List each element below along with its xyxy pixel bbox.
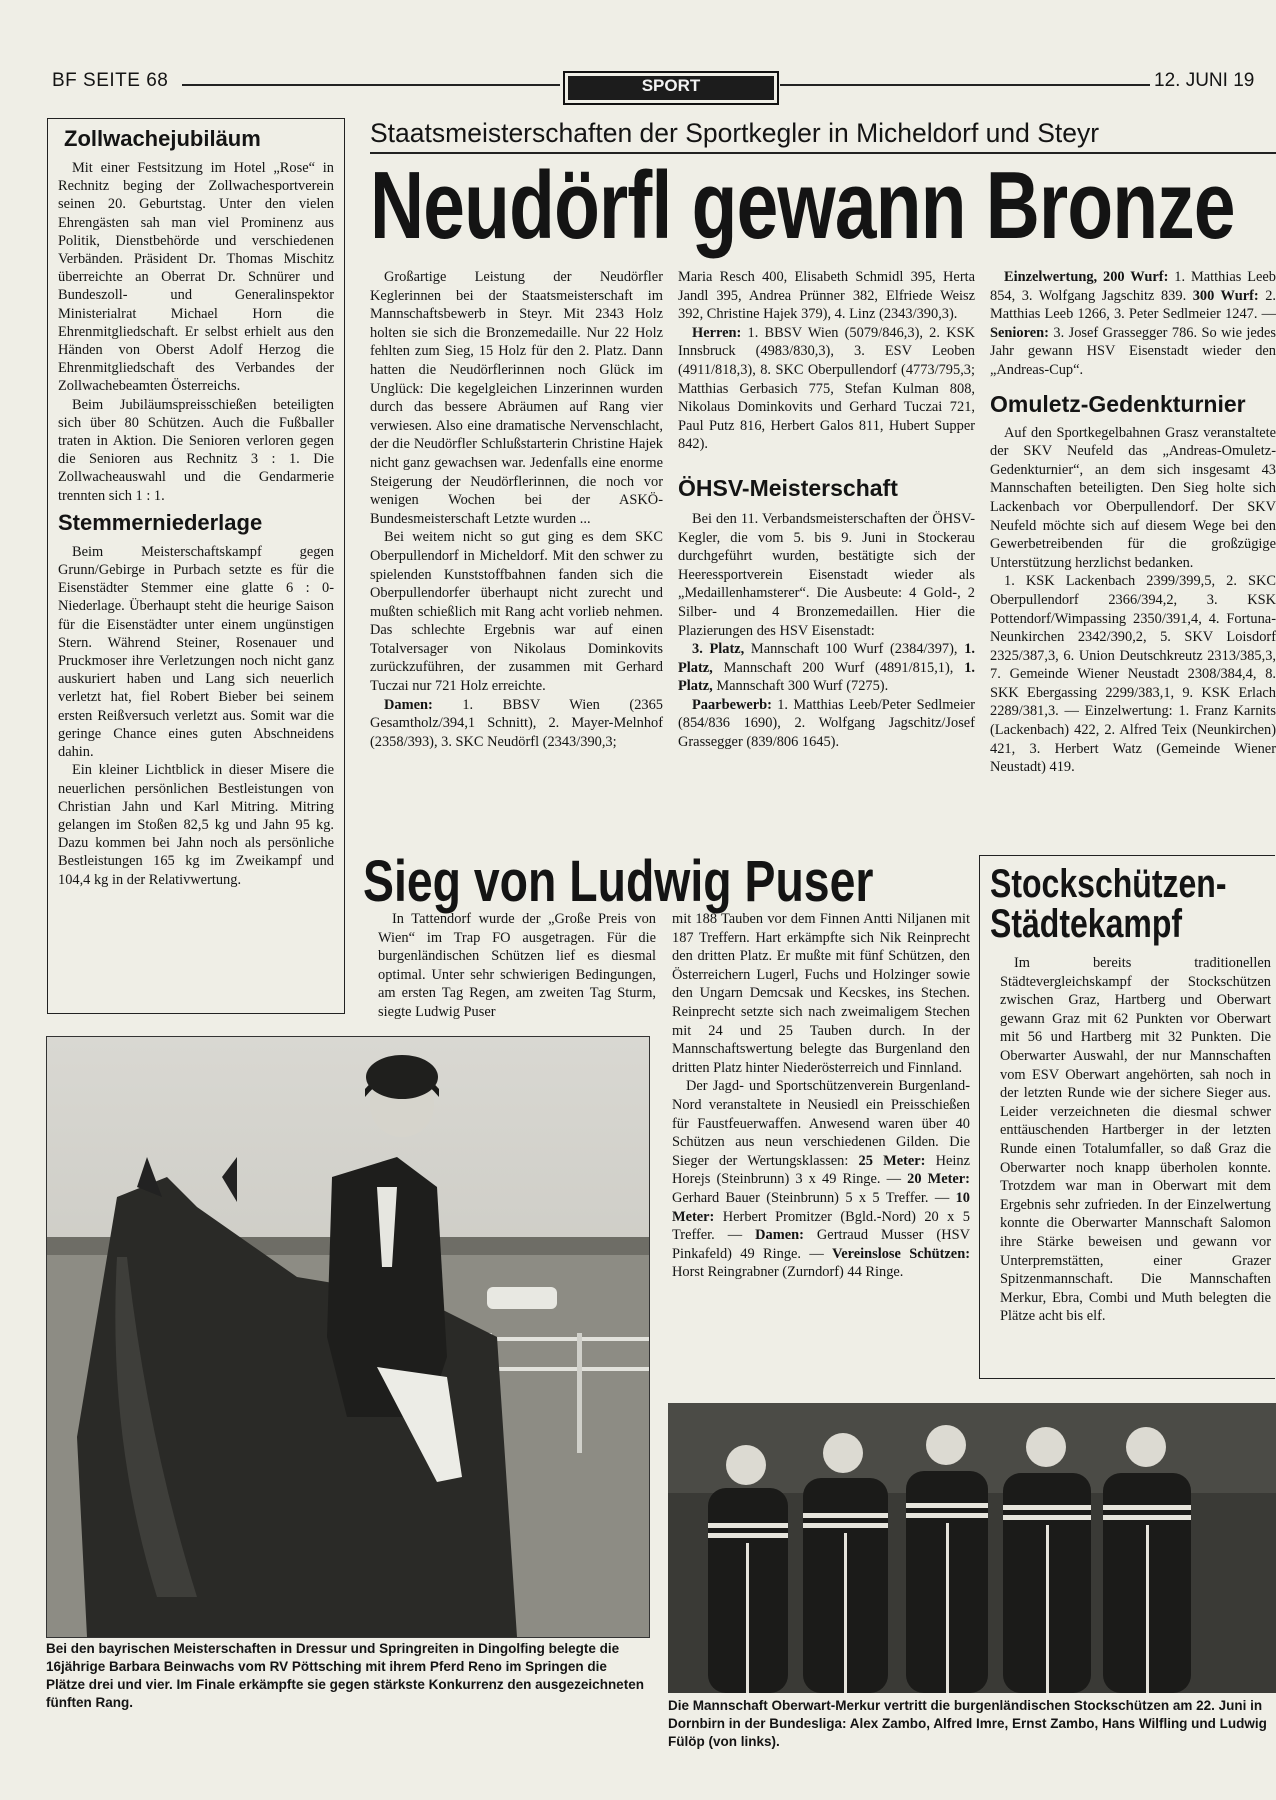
zollwache-article xyxy=(58,159,334,505)
stock-headline-line: Städtekampf xyxy=(990,902,1183,946)
team-photo-image xyxy=(668,1403,1276,1693)
kegler-headline: Neudörfl gewann Bronze xyxy=(370,152,1235,259)
zollwache-title: Zollwachejubiläum xyxy=(64,126,261,151)
omuletz-title: Omuletz-Gedenkturnier xyxy=(990,390,1246,417)
damen-results-cont: Maria Resch 400, Elisabeth Schmidl 395, Herta Jandl 395, Andrea Prünner 382, Elfriede Weisz 392, Christine Hajek 379), 4. Linz (2343/390,3). xyxy=(678,269,975,323)
wurf300-text: 2. Matthias Leeb 1266, 3. Peter Sedlmeier 1247. — xyxy=(990,287,1276,323)
paar-text: 1. Matthias Leeb/Peter Sedlmeier (854/836 1690), 2. Wolfgang Jagschitz/Josef Grassegger (839/806 1645). xyxy=(678,696,975,751)
team-photo xyxy=(668,1403,1276,1693)
zollwache-paragraph: Beim Jubiläumspreisschießen beteiligten sich über 80 Schützen. Auch die Fußballer traten in Aktion. Die Senioren verloren gegen die Senioren aus Rechnitz 3 : 1. Die Zollwacheauswahl und die Gendarmerie trennten sich 1 : 1. xyxy=(58,396,334,504)
puser-paragraph: mit 188 Tauben vor dem Finnen Antti Niljanen mit 187 Treffern. Hart erkämpfte sich Nik Reinprecht den dritten Platz. Er mußte mit fünf Schützen, den Österreichern Lugerl, Fuchs und Holzinger sowie den Ungarn Demcsak und Kecskes, ins Stechen. Reinprecht setzte sich nach zweimaligem Stechen mit 24 und 25 Tauben durch. In der Mannschaftswertung belegte das Burgenland den dritten Platz hinter Niederösterreich und Finnland. xyxy=(672,911,970,1076)
oehsv-title: ÖHSV-Meisterschaft xyxy=(678,474,898,501)
stemmer-paragraph: Beim Meisterschaftskampf gegen Grunn/Gebirge in Purbach setzte es für die Eisenstädter Stemmer eine glatte 6 : 0-Niederlage. Überhaupt steht die heurige Saison für die Eisenstädter unter einem ungünstigen Stern. Während Steiner, Rosenauer und Pruckmoser ihre Verletzungen noch nicht ganz auskuriert haben und Lang sich neuerlich verletzt hat, fiel Robert Bieber bei seinem ersten Reißversuch verletzt aus. Somit war die geringe Chance eines guten Abschneidens dahin. xyxy=(58,543,334,761)
puser-damen-text: Gertraud Musser (HSV Pinkafeld) 49 Ringe. — xyxy=(672,1227,970,1262)
puser-headline: Sieg von Ludwig Puser xyxy=(363,849,874,914)
platz3-text: Mannschaft 100 Wurf (2384/397), xyxy=(744,641,958,658)
vereinslos-text: Horst Reingrabner (Zurndorf) 44 Ringe. xyxy=(672,1264,904,1281)
stock-paragraph: Im bereits traditionellen Städtevergleichskampf der Stockschützen zwischen Graz, Hartberg und Oberwart gewann Graz mit 62 Punkten vor Oberwart mit 56 und Hartberg mit 32 Punkten. Die Oberwarter Auswahl, der nur Mannschaften vom ESV Oberwart angehörten, sah noch in der letzten Runde wie der sichere Sieger aus. Leider verzeichneten die diesmal schwer enttäuschenden Hartberger in der letzten Runde einen Totalumfaller, so daß Graz die Oberwarter noch knapp überholen konnte. Trotzdem war man in Oberwart mit dem Ergebnis sehr zufrieden. In der Einzelwertung konnte die Oberwarter Mannschaft Salomon ihre Stärke beweisen und gewann vor Unterpremstätten, einer Grazer Spitzenmannschaft. Die Mannschaften Merkur, Ebra, Combi und Muth belegten die Plätze acht bis elf. xyxy=(1000,955,1271,1325)
puser-paragraph: In Tattendorf wurde der „Große Preis von Wien“ im Trap FO ausgetragen. Für die burgenländischen Schützen lief es diesmal optimal. Unter sehr schwierigen Bedingungen, am ersten Tag Regen, am zweiten Tag Sturm, siegte Ludwig Puser xyxy=(378,911,656,1020)
einzel-text: 1. Matthias Leeb 854, 3. Wolfgang Jagschitz 839. xyxy=(990,269,1276,304)
page-number: BF SEITE 68 xyxy=(52,70,169,91)
puser-paragraph xyxy=(672,1077,970,1282)
m20-text: Gerhard Bauer (Steinbrunn) 5 x 5 Treffer. — xyxy=(672,1189,950,1206)
rider-photo xyxy=(46,1036,650,1638)
stock-headline-line: Stockschützen- xyxy=(990,862,1227,906)
kegler-column-1 xyxy=(370,268,663,751)
damen-results xyxy=(370,696,663,752)
platz1b-text: Mannschaft 300 Wurf (7275). xyxy=(712,678,889,695)
paar-label: Paarbewerb: xyxy=(692,696,772,713)
puser-column-1 xyxy=(378,910,656,1022)
kegler-column-3 xyxy=(990,268,1276,777)
stock-headline xyxy=(990,862,1227,946)
stock-article-box xyxy=(979,855,1275,1379)
damen-label: Damen: xyxy=(384,696,433,713)
header-rule xyxy=(780,84,1150,86)
oehsv-results xyxy=(678,640,975,696)
einzel-results xyxy=(990,268,1276,380)
stemmer-title: Stemmerniederlage xyxy=(58,509,263,535)
puser-column-2 xyxy=(672,910,970,1282)
puser-p2-text: Der Jagd- und Sportschützenverein Burgenland-Nord veranstaltete in Neusiedl ein Preisschießen für Faustfeuerwaffen. Anwesend waren über 40 Schützen aus neun verschiedenen Gilden. Die Sieger der Wertungsklassen: xyxy=(672,1078,970,1169)
m25-text: Heinz Horejs (Steinbrunn) 3 x 49 Ringe. — xyxy=(672,1152,970,1188)
senioren-text: 3. Josef Grassegger 786. So wie jedes Jahr gewann HSV Eisenstadt wieder den „Andreas-Cup“. xyxy=(990,324,1276,378)
oehsv-paragraph: Bei den 11. Verbandsmeisterschaften der ÖHSV-Kegler, die vom 5. bis 9. Juni in Stockerau durchgeführt wurden, bestätigte sich der Heeressportverein Eisenstadt wieder als „Medaillenhamsterer“. Die Ausbeute: 4 Gold-, 2 Silber- und 4 Bronzemedaillen. Hier die Plazierungen des HSV Eisenstadt: xyxy=(678,510,975,639)
m10-text: Herbert Promitzer (Bgld.-Nord) 20 x 5 Treffer. — xyxy=(672,1208,970,1244)
stock-article xyxy=(980,954,1275,1326)
senioren-label: Senioren: xyxy=(990,324,1049,341)
kegler-paragraph: Bei weitem nicht so gut ging es dem SKC Oberpullendorf in Micheldorf. Mit den schwer zu spielenden Kunststoffbahnen fanden sich die Oberpullendorfer überhaupt nicht zurecht und mußten schießlich mit Rang acht vorlieb nehmen. Das schlechte Ergebnis war auf einen Totalversager von Nikolaus Dominkovits zurückzuführen, der zusammen mit Gerhard Tuczai nur 721 Holz erreichte. xyxy=(370,529,663,695)
rider-photo-caption: Bei den bayrischen Meisterschaften in Dressur und Springreiten in Dingolfing belegte die 16jährige Barbara Beinwachs vom RV Pöttsching mit ihrem Pferd Reno im Springen die Plätze drei und vier. Im Finale erkämpfte sie gegen stärkste Konkurrenz den ausgezeichneten fünften Rang. xyxy=(46,1641,644,1710)
herren-text: 1. BBSV Wien (5079/846,3), 2. KSK Innsbruck (4983/830,3), 3. ESV Leoben (4911/818,3), 8. SKC Oberpullendorf (4773/795,3; Matthias Gerbasich 775, Stefan Kulman 808, Nikolaus Dominkovits und Gerhard Tuczai 721, Paul Putz 816, Herbert Galos 811, Hubert Supper 842). xyxy=(678,324,975,453)
section-badge xyxy=(563,71,779,105)
m25-label: 25 Meter: xyxy=(858,1152,926,1169)
paar-results xyxy=(678,696,975,752)
einzel-label: Einzelwertung, 200 Wurf: xyxy=(1004,269,1169,285)
platz1a-label: 1. Platz, xyxy=(678,641,976,676)
section-label: SPORT xyxy=(568,76,774,100)
zollwache-paragraph: Mit einer Festsitzung im Hotel „Rose“ in Rechnitz beging der Zollwachesportverein seinen 20. Geburtstag. Unter den vielen Ehrengästen sah man viel Prominenz aus Politik, Dienstbehörde und verschiedenen Verbänden. Präsident Dr. Thomas Mischitz überreichte an Oberrat Dr. Schnürer und Bundeszoll- und Generalinspektor Ministerialrat Michael Horn die Ehrenmitgliedschaft. Er selbst erhielt aus den Händen von Oberst Adolf Herzog die Ehrenmitgliedschaft des Verbandes der Zollwachebeamten Österreichs. xyxy=(58,160,334,395)
kegler-paragraph: Großartige Leistung der Neudörfler Keglerinnen bei der Staatsmeisterschaft im Mannschaftsbewerb in Steyr. Mit 2343 Holz holten sie sich die Bronzemedaille. Nur 22 Holz fehlten zum Sieg, 15 Holz für den 2. Platz. Dann hatten die Neudörflerinnen noch Glück im Unglück: Die kegelgleichen Linzerinnen wurden durch das bessere Abräumen auf Rang vier verwiesen. Also eine dramatische Nervenschlacht, der die Neudörfler Schlußstarterin Christine Hajek nicht ganz gewachsen war. Jedenfalls eine enorme Steigerung der Neudörflerinnen, die noch vor wenigen Wochen bei der ASKÖ-Bundesmeisterschaft Letzte wurden ... xyxy=(370,269,663,527)
puser-damen-label: Damen: xyxy=(755,1227,804,1244)
rider-photo-image xyxy=(47,1037,649,1637)
header-rule xyxy=(182,84,560,86)
issue-date: 12. JUNI 19 xyxy=(1154,70,1255,91)
m20-label: 20 Meter: xyxy=(907,1171,970,1188)
omuletz-paragraph: Auf den Sportkegelbahnen Grasz veranstaltete der SKV Neufeld das „Andreas-Omuletz-Gedenkturnier“, an dem sich insgesamt 43 Mannschaften beteiligten. Den Sieg holte sich Lackenbach vor Oberpullendorf. Der SKV Neufeld möchte sich auf diesem Wege bei den Gewerbetreibenden für die großzügige Unterstützung herzlichst bedanken. xyxy=(990,424,1276,571)
herren-label: Herren: xyxy=(692,324,742,341)
team-photo-caption: Die Mannschaft Oberwart-Merkur vertritt die burgenländischen Stockschützen am 22. Juni in Dornbirn in der Bundesliga: Alex Zambo, Alfred Imre, Ernst Zambo, Hans Wilfling und Ludwig Fülöp (von links). xyxy=(668,1698,1267,1749)
stemmer-paragraph: Ein kleiner Lichtblick in dieser Misere die neuerlichen persönlichen Bestleistungen von Christian Jahn und Karl Mitring. Mitring gelangen im Stoßen 82,5 kg und Jahn 95 kg. Dazu kommen bei Jahn noch als persönliche Bestleistungen 165 kg im Zweikampf und 104,4 kg in der Relativwertung. xyxy=(58,762,334,888)
omuletz-results: 1. KSK Lackenbach 2399/399,5, 2. SKC Oberpullendorf 2366/394,2, 3. KSK Pottendorf/Wimpassing 2350/391,4, 4. Fortuna-Neunkirchen 2342/390,2, 5. SKV Loisdorf 2325/387,3, 6. Union Deutschkreutz 2313/385,3, 7. Gemeinde Wiener Neustadt 2308/384,4, 8. SKK Ebergassing 2299/383,1, 9. KSK Erlach 2289/381,3. — Einzelwertung: 1. Franz Karnits (Lackenbach) 422, 2. Alfred Teix (Neunkirchen) 421, 3. Herbert Watz (Gemeinde Wiener Neustadt) 419. xyxy=(990,573,1276,776)
wurf300-label: 300 Wurf: xyxy=(1192,287,1259,304)
stemmer-article xyxy=(58,543,334,889)
herren-results xyxy=(678,324,975,454)
platz1a-text: Mannschaft 200 Wurf (4891/815,1), xyxy=(712,659,954,676)
vereinslos-label: Vereinslose Schützen: xyxy=(832,1245,970,1262)
left-column-box xyxy=(47,118,345,1014)
damen-text: 1. BBSV Wien (2365 Gesamtholz/394,1 Schnitt), 2. Mayer-Melnhof (2358/393), 3. SKC Neudörfl (2343/390,3; xyxy=(370,696,663,750)
platz1b-label: 1. Platz, xyxy=(678,659,975,695)
platz3-label: 3. Platz, xyxy=(692,641,745,658)
m10-label: 10 Meter: xyxy=(672,1189,970,1225)
kegler-column-2 xyxy=(678,268,975,752)
kegler-overline: Staatsmeisterschaften der Sportkegler in Micheldorf und Steyr xyxy=(370,118,1100,148)
